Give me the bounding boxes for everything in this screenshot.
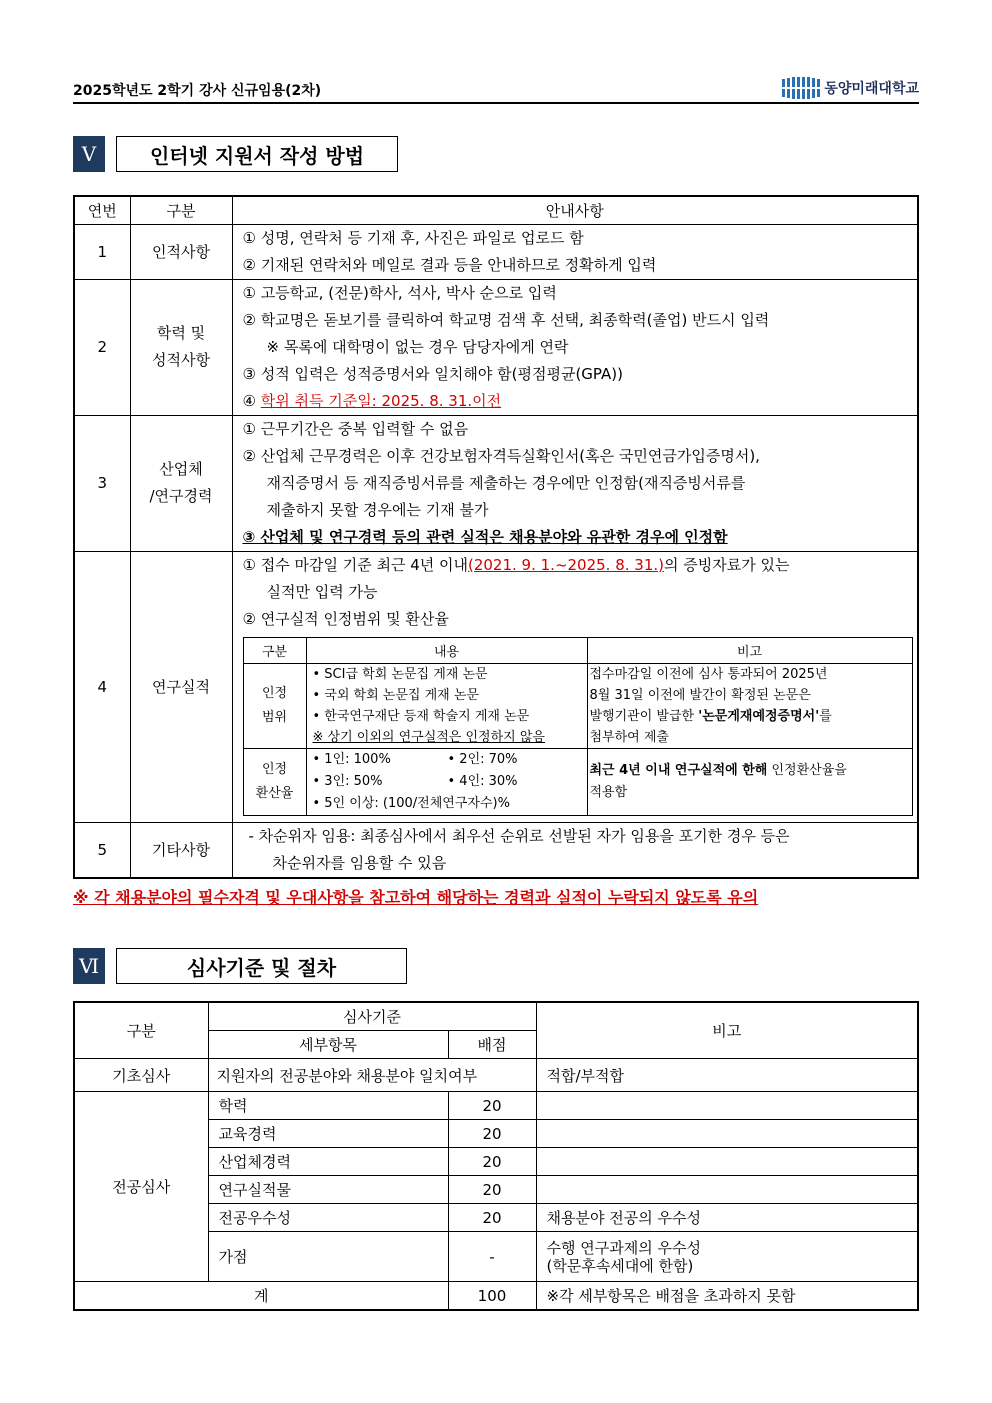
rate-item: • 4인: 30%: [447, 773, 518, 789]
guide-line-prefix: ④: [242, 391, 261, 410]
table-row: [74, 1059, 918, 1092]
header-no: 연번: [74, 196, 130, 224]
degree-deadline: 학위 취득 기준일: 2025. 8. 31.이전: [260, 391, 502, 410]
important-notice: ※ 각 채용분야의 필수자격 및 우대사항을 참고하여 해당하는 경력과 실적이 누락되지 않도록 유의: [73, 888, 759, 907]
row-item: 산업체경력: [208, 1148, 448, 1176]
section-5-title: 인터넷 지원서 작성 방법: [116, 136, 398, 172]
row-score: 20: [448, 1092, 536, 1120]
category-line: 산업체: [159, 460, 203, 478]
row-item: 지원자의 전공분야와 채용분야 일치여부: [208, 1059, 536, 1092]
table-row: [74, 224, 918, 279]
total-row: [74, 1282, 918, 1311]
row-no: 2: [74, 279, 130, 415]
guide-line: - 차순위자 임용: 최종심사에서 최우선 순위로 선발된 자가 임용을 포기한 경우 등은: [248, 826, 790, 845]
row-category: 기초심사: [74, 1059, 208, 1092]
inner-note: [587, 748, 912, 815]
rate-item: • 5인 이상: (100/전체연구자수)%: [312, 795, 510, 811]
total-note: ※각 세부항목은 배점을 초과하지 못함: [536, 1282, 918, 1311]
guide-line: 제출하지 못할 경우에는 기재 불가: [266, 500, 489, 519]
category-line: 학력 및: [156, 324, 206, 342]
inner-note: [587, 663, 912, 748]
inner-item: ※ 상기 이외의 연구실적은 인정하지 않음: [312, 729, 545, 745]
table-row: [74, 551, 918, 822]
inner-category-line: 범위: [261, 709, 288, 725]
row-item: 가점: [208, 1232, 448, 1282]
guide-line: ① 근무기간은 중복 입력할 수 없음: [242, 419, 469, 438]
rate-item: • 2인: 70%: [447, 751, 518, 767]
header-category: 구분: [130, 196, 232, 224]
university-name: 동양미래대학교: [824, 81, 919, 97]
guide-text: ① 접수 마감일 기준 최근 4년 이내: [242, 555, 468, 574]
table-header-row: [74, 196, 918, 224]
inner-header-content: 내용: [306, 637, 587, 663]
guide-line: [243, 388, 918, 415]
row-note: [536, 1176, 918, 1204]
rate-item: • 1인: 100%: [312, 751, 391, 767]
row-note-line: 수행 연구과제의 우수성: [546, 1238, 701, 1257]
row-guide: [232, 279, 918, 415]
section-5-heading: [73, 135, 398, 173]
category-line: 성적사항: [152, 351, 210, 369]
row-note: 적합/부적합: [536, 1059, 918, 1092]
inner-category-line: 인정: [261, 761, 288, 777]
evaluation-criteria-table: [73, 1001, 919, 1311]
inner-note-bold: 최근 4년 이내 연구실적에 한해: [589, 762, 768, 778]
document-title: 2025학년도 2학기 강사 신규임용(2차): [73, 83, 322, 99]
row-guide: [232, 551, 918, 822]
row-category: 인적사항: [130, 224, 232, 279]
inner-note-text: 발행기관이 발급한: [589, 708, 699, 724]
guide-line: [243, 552, 918, 579]
row-score: 20: [448, 1176, 536, 1204]
guide-line: 차순위자를 임용할 수 있음: [272, 853, 447, 872]
row-score: -: [448, 1232, 536, 1282]
inner-content: [306, 748, 587, 815]
row-note-line: (학문후속세대에 한함): [546, 1256, 694, 1275]
header-guide: 안내사항: [232, 196, 918, 224]
inner-item: • 한국연구재단 등재 학술지 게재 논문: [312, 708, 530, 724]
table-row: [74, 415, 918, 551]
table-row: [74, 279, 918, 415]
row-category: 기타사항: [130, 822, 232, 878]
section-6-title: 심사기준 및 절차: [116, 948, 407, 984]
inner-note-line: 적용함: [589, 784, 628, 800]
guide-line: ② 기재된 연락처와 메일로 결과 등을 안내하므로 정확하게 입력: [242, 255, 657, 274]
total-score: 100: [448, 1282, 536, 1311]
row-item: 학력: [208, 1092, 448, 1120]
rate-item: • 3인: 50%: [312, 773, 383, 789]
inner-note-text: 인정환산율을: [767, 762, 847, 778]
inner-note-line: 접수마감일 이전에 심사 통과되어 2025년: [589, 666, 828, 682]
row-guide: [232, 822, 918, 878]
row-score: 20: [448, 1204, 536, 1232]
guide-line: ② 산업체 근무경력은 이후 건강보험자격득실확인서(혹은 국민연금가입증명서),: [242, 446, 760, 465]
inner-item: • SCI급 학회 논문집 게재 논문: [312, 666, 488, 682]
table-header-row: [74, 1002, 918, 1031]
inner-row: [243, 748, 912, 815]
row-item: 연구실적물: [208, 1176, 448, 1204]
header-note: 비고: [536, 1002, 918, 1059]
row-note: [536, 1232, 918, 1282]
row-note: [536, 1148, 918, 1176]
inner-category: [243, 748, 306, 815]
header-item: 세부항목: [208, 1031, 448, 1059]
university-logo-icon: [782, 77, 820, 99]
category-line: /연구경력: [149, 487, 213, 505]
row-category: [130, 415, 232, 551]
inner-item: [313, 749, 587, 771]
inner-header-note: 비고: [587, 637, 912, 663]
research-criteria-table: [243, 637, 913, 816]
total-label: 계: [74, 1282, 448, 1311]
inner-item: • 국외 학회 논문집 게재 논문: [312, 687, 479, 703]
inner-note-line: 8월 31일 이전에 발간이 확정된 논문은: [589, 687, 811, 703]
inner-header-row: [243, 637, 912, 663]
row-no: 3: [74, 415, 130, 551]
row-no: 5: [74, 822, 130, 878]
header-score: 배점: [448, 1031, 536, 1059]
guide-line: 재직증명서 등 재직증빙서류를 제출하는 경우에만 인정함(재직증빙서류를: [266, 473, 746, 492]
row-guide: [232, 415, 918, 551]
certificate-name: '논문게재예정증명서': [698, 708, 820, 724]
header-divider: [73, 102, 919, 104]
header-category: 구분: [74, 1002, 208, 1059]
section-6-heading: [73, 947, 407, 985]
inner-item: [313, 771, 587, 793]
guide-text: 의 증빙자료가 있는: [664, 555, 790, 574]
table-row: [74, 1092, 918, 1120]
row-item: 전공우수성: [208, 1204, 448, 1232]
inner-note-line: [590, 760, 912, 782]
inner-category-line: 환산율: [255, 785, 294, 801]
row-guide: [232, 224, 918, 279]
row-score: 20: [448, 1120, 536, 1148]
section-5-number: Ⅴ: [73, 136, 105, 172]
guide-line: ② 학교명은 돋보기를 클릭하여 학교명 검색 후 선택, 최종학력(졸업) 반드시 입력: [242, 310, 770, 329]
row-note: [536, 1120, 918, 1148]
row-category: [130, 279, 232, 415]
header-criteria: 심사기준: [208, 1002, 536, 1031]
inner-header-category: 구분: [243, 637, 306, 663]
section-6-number: Ⅵ: [73, 948, 105, 984]
inner-note-text: 를: [819, 708, 832, 724]
inner-note-line: 첨부하여 제출: [589, 729, 669, 745]
guide-line: ③ 성적 입력은 성적증명서와 일치해야 함(평점평균(GPA)): [242, 364, 623, 383]
period-range: (2021. 9. 1.~2025. 8. 31.): [467, 555, 665, 574]
row-note: [536, 1092, 918, 1120]
inner-note-line: [590, 706, 912, 727]
guide-line: ③ 산업체 및 연구경력 등의 관련 실적은 채용분야와 유관한 경우에 인정함: [242, 527, 728, 546]
guide-line: ② 연구실적 인정범위 및 환산율: [242, 609, 449, 628]
row-category: 연구실적: [130, 551, 232, 822]
guide-line: ① 고등학교, (전문)학사, 석사, 박사 순으로 입력: [242, 283, 557, 302]
guide-line: ※ 목록에 대학명이 없는 경우 담당자에게 연락: [266, 337, 569, 356]
inner-row: [243, 663, 912, 748]
inner-category: [243, 663, 306, 748]
inner-category-line: 인정: [261, 685, 288, 701]
application-guide-table: [73, 195, 919, 879]
row-note: 채용분야 전공의 우수성: [536, 1204, 918, 1232]
row-item: 교육경력: [208, 1120, 448, 1148]
university-logo: [782, 76, 919, 100]
inner-content: [306, 663, 587, 748]
guide-line: 실적만 입력 가능: [266, 582, 378, 601]
row-no: 1: [74, 224, 130, 279]
row-no: 4: [74, 551, 130, 822]
table-row: [74, 822, 918, 878]
page-header: [73, 76, 919, 102]
row-category: 전공심사: [74, 1092, 208, 1282]
row-score: 20: [448, 1148, 536, 1176]
guide-line: ① 성명, 연락처 등 기재 후, 사진은 파일로 업로드 함: [242, 228, 584, 247]
